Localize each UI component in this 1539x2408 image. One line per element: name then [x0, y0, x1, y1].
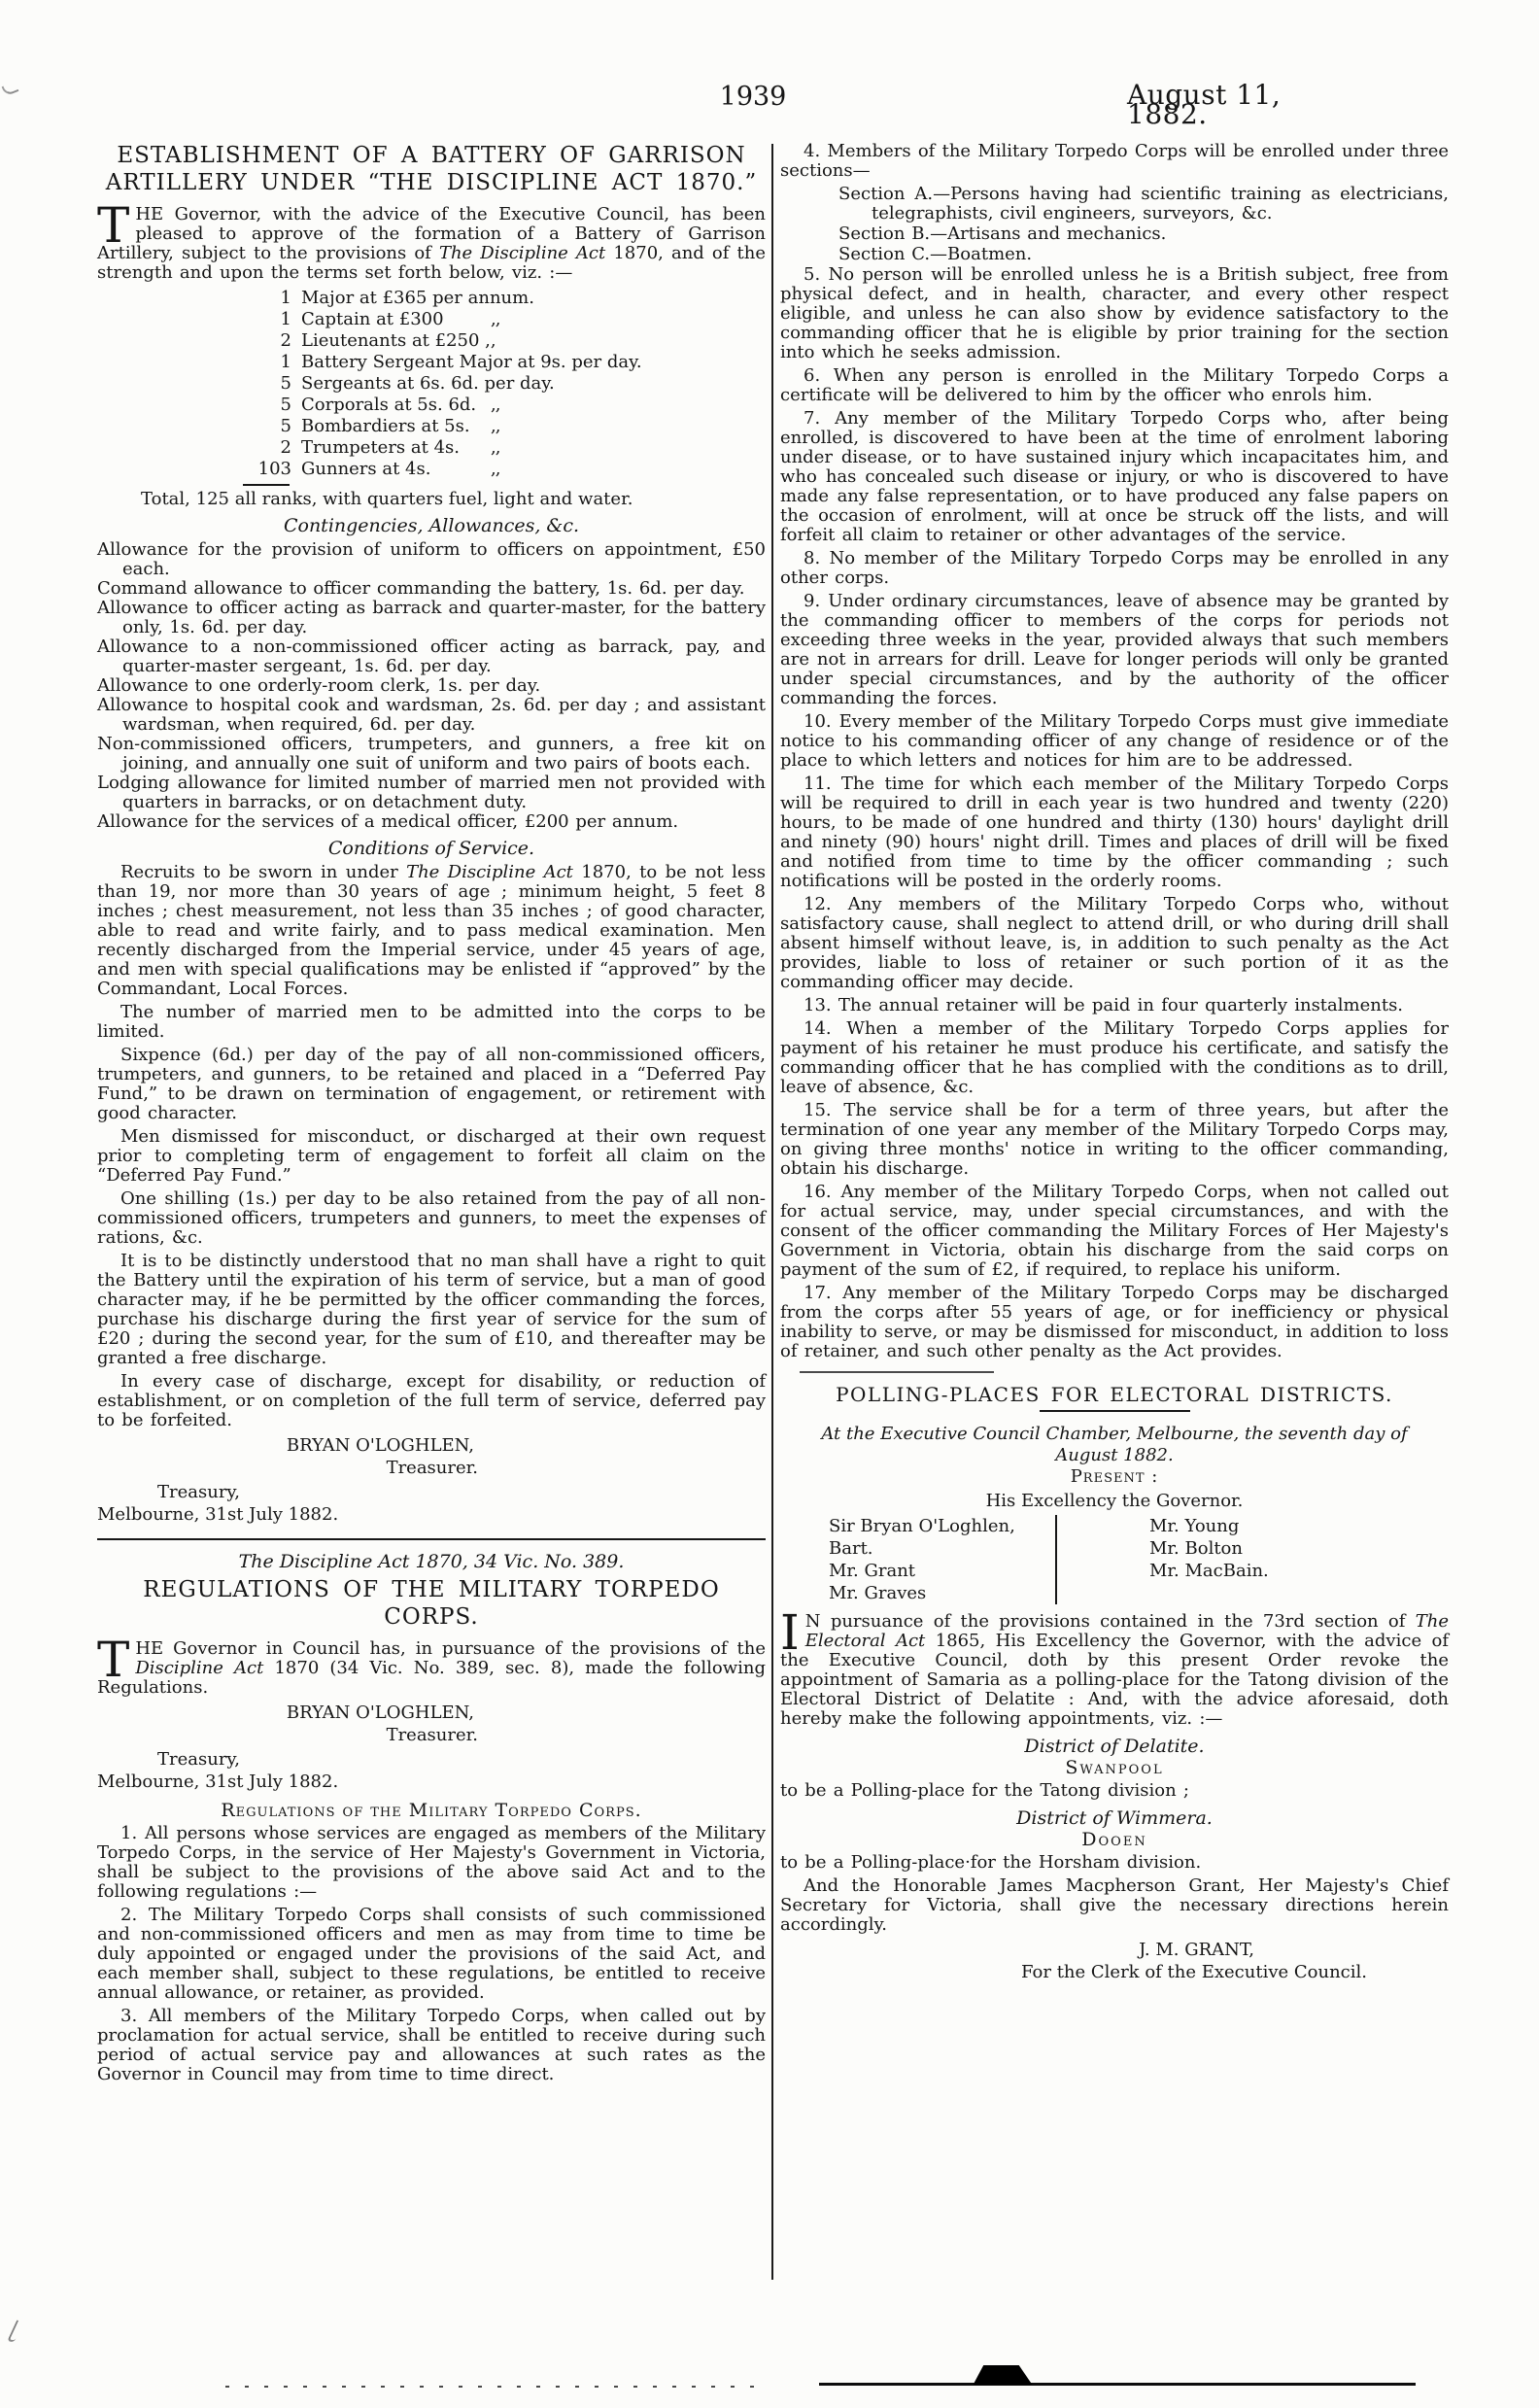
establishment-row	[243, 416, 766, 437]
attendee: Sir Bryan O'Loghlen, Bart.	[829, 1516, 1015, 1559]
act-name-italic: Discipline Act	[135, 1658, 264, 1678]
regulation-paragraph: 15. The service shall be for a term of three years, but after the termination of one year any member of the Military Torpedo Corps may, on giving three months' notice in writing to the officer commanding, obtain his discharge.	[780, 1100, 1449, 1179]
stray-ink-mark	[1, 82, 18, 97]
right-column	[780, 142, 1449, 1985]
bottom-broken-rule	[225, 2386, 755, 2388]
regulation-paragraph: 6. When any person is enrolled in the Military Torpedo Corps a certificate will be delivered to him by the officer who enrols him.	[780, 365, 1449, 405]
ditto-mark: ,,	[491, 416, 500, 436]
stray-ink-mark	[7, 2321, 24, 2343]
dateline-office: Treasury,	[157, 1482, 240, 1502]
regulation-paragraph: 1. All persons whose services are engaged as members of the Military Torpedo Corps, in the service of Her Majesty's Government in Victoria, shall be subject to the provisions of the above said Act and to the following regulations :—	[97, 1823, 766, 1902]
body-paragraph: In every case of discharge, except for disability, or reduction of establishment, or on completion of the full term of service, deferred pay to be forfeited.	[97, 1371, 766, 1430]
drop-cap: I	[780, 1604, 800, 1661]
act-name-italic: The Discipline Act	[238, 1551, 410, 1572]
allowance-item: Lodging allowance for limited number of married men not provided with quarters in barracks, or on detachment duty.	[97, 773, 766, 812]
page-number: 1939	[719, 82, 787, 112]
session-line: At the Executive Council Chamber, Melbourne, the seventh day of	[821, 1424, 1408, 1444]
regulation-paragraph: 3. All members of the Military Torpedo Corps, when called out by proclamation for actual service, shall be entitled to receive during such period of actual service pay and allowances at such rates as the Governor in Council may from time to time direct.	[97, 2006, 766, 2084]
ditto-mark: ,,	[491, 395, 500, 415]
torpedo-article-title	[97, 1576, 766, 1631]
paragraph-text: Recruits to be sworn in under	[120, 862, 407, 882]
ditto-mark: ,,	[491, 459, 500, 479]
governor-line: His Excellency the Governor.	[985, 1491, 1244, 1511]
page-date: August 11, 1882.	[1127, 79, 1282, 130]
rank-count: 1	[280, 352, 291, 372]
rank-label: Sergeants at 6s. 6d. per day.	[301, 373, 555, 394]
section-item: Section C.—Boatmen.	[838, 244, 1033, 264]
attendee: Mr. Grant	[829, 1561, 916, 1581]
attendee: Mr. MacBain.	[1149, 1561, 1269, 1581]
establishment-row	[243, 437, 766, 459]
left-column	[97, 142, 766, 2088]
contingencies-heading: Contingencies, Allowances, &c.	[283, 515, 580, 536]
rank-count: 5	[280, 416, 291, 436]
act-name-italic: The Electoral Act	[804, 1611, 1449, 1651]
rank-label: Captain at £300	[301, 309, 444, 329]
attendee: Mr. Young	[1149, 1516, 1240, 1536]
paragraph-text: 1865, His Excellency the Governor, with the advice of the Executive Council, doth by this present Order revoke the appointment of Samaria as a polling-place for the Tatong division of the Electoral District of Delatite : And, with the advice aforesaid, doth hereby make the following appointments, viz. :—	[780, 1631, 1449, 1729]
title-line: CORPS.	[384, 1604, 479, 1630]
allowance-item: Allowance for the provision of uniform to officers on appointment, £50 each.	[97, 539, 766, 579]
rank-label: Major at £365 per annum.	[301, 288, 534, 308]
title-line: REGULATIONS OF THE MILITARY TORPEDO	[143, 1577, 720, 1602]
regulation-paragraph: 14. When a member of the Military Torpedo Corps applies for payment of his retainer he must produce his certificate, and satisfy the commanding officer that he has complied with the conditions as to drill, leave of absence, &c.	[780, 1018, 1449, 1097]
title-line: ESTABLISHMENT OF A BATTERY OF GARRISON	[117, 143, 746, 168]
establishment-row	[243, 330, 766, 352]
regulation-paragraph: 10. Every member of the Military Torpedo Corps must give immediate notice to his commanding officer of any change of residence or of the place to which letters and notices for him are to be addressed.	[780, 711, 1449, 771]
attendee: Mr. Graves	[829, 1583, 927, 1603]
paragraph-text: 1870, to be not less than 19, nor more than 30 years of age ; minimum height, 5 feet 8 inches ; chest measurement, not less than 35 inches ; of good character, able to read and write fairly, and to pass medical examination. Men recently discharged from the Imperial service, under 45 years of age, and men with special qualifications may be enlisted if “approved” by the Commandant, Local Forces.	[97, 862, 766, 999]
polling-place-line: to be a Polling-place for the Tatong division ;	[780, 1780, 1189, 1801]
dateline	[97, 1748, 766, 1793]
allowance-item: Allowance to one orderly-room clerk, 1s. per day.	[97, 675, 541, 696]
section-item: Section B.—Artisans and mechanics.	[838, 224, 1167, 244]
paragraph-text: N pursuance of the provisions contained in the 73rd section of	[804, 1611, 1416, 1632]
bottom-rule	[819, 2383, 1416, 2386]
body-paragraph: Sixpence (6d.) per day of the pay of all non-commissioned officers, trumpeters, and gunners, to be retained and placed in a “Deferred Pay Fund,” to be drawn on termination of engagement, or retirement with good character.	[97, 1045, 766, 1123]
district-heading: District of Wimmera.	[1016, 1807, 1213, 1829]
district-heading: District of Delatite.	[1024, 1736, 1205, 1757]
paragraph-text: 1870 (34 Vic. No. 389, sec. 8), made the following Regulations.	[97, 1658, 766, 1698]
polling-place-line: to be a Polling-place·for the Horsham division.	[780, 1852, 1202, 1873]
establishment-row	[243, 309, 766, 330]
rank-label: Corporals at 5s. 6d.	[301, 395, 477, 415]
regulation-paragraph: 5. No person will be enrolled unless he is a British subject, free from physical defect, and in health, character, and every other respect eligible, and unless he can also show by evidence satisfactory to the commanding officer that he is eligible by prior training for the section into which he seeks admission.	[780, 264, 1449, 362]
order-paragraph	[780, 1604, 1449, 1729]
ink-blob	[966, 2365, 1040, 2385]
signature-name: BRYAN O'LOGHLEN,	[286, 1703, 474, 1723]
drop-cap: T	[97, 197, 130, 254]
rank-count: 2	[280, 330, 291, 351]
attendance-table	[829, 1515, 1449, 1604]
regulations-subheading: Regulations of the Military Torpedo Corps.	[221, 1800, 642, 1821]
regulation-paragraph: 11. The time for which each member of the Military Torpedo Corps will be required to drill in each year is two hundred and twenty (220) hours, to be made of one hundred and thirty (130) hours' daylight drill and ninety (90) hours' night drill. Times and places of drill will be fixed and notified from time to time by the officer commanding ; such notifications will be posted in the orderly rooms.	[780, 774, 1449, 891]
establishment-row	[243, 288, 766, 309]
heading-rule	[1040, 1410, 1190, 1412]
rank-count: 1	[280, 288, 291, 308]
allowance-item: Allowance to officer acting as barrack and quarter-master, for the battery only, 1s. 6d. per day.	[97, 598, 766, 637]
polling-place-name: Swanpool	[1065, 1757, 1164, 1778]
regulation-paragraph: 9. Under ordinary circumstances, leave of absence may be granted by the commanding officer to members of the corps for periods not exceeding three weeks in the year, provided always that such members are not in arrears for drill. Leave for longer periods will only be granted under special circumstances, and by the authority of the officer commanding the forces.	[780, 591, 1449, 708]
establishment-table	[243, 288, 766, 480]
battery-article-title	[97, 142, 766, 196]
title-line: ARTILLERY UNDER “THE DISCIPLINE ACT 1870.”	[105, 170, 758, 195]
polling-place-name: Dooen	[1081, 1829, 1147, 1850]
dateline	[97, 1481, 766, 1526]
act-name-italic: The Discipline Act	[438, 243, 606, 263]
rank-count: 5	[280, 373, 291, 394]
total-line: Total, 125 all ranks, with quarters fuel, light and water.	[141, 489, 633, 509]
establishment-row	[243, 459, 766, 480]
paragraph-text: HE Governor in Council has, in pursuance of the provisions of the	[135, 1638, 766, 1659]
polling-places-heading: POLLING-PLACES FOR ELECTORAL DISTRICTS.	[836, 1383, 1393, 1406]
body-paragraph	[97, 863, 766, 999]
regulation-paragraph: 16. Any member of the Military Torpedo Corps, when not called out for actual service, may, under special circumstances, and with the consent of the officer commanding the Military Forces of Her Majesty's Government in Victoria, obtain his discharge from the said corps on payment of the sum of £2, if required, to replace his uniform.	[780, 1182, 1449, 1280]
signature-block	[780, 1939, 1449, 1983]
conditions-heading: Conditions of Service.	[327, 838, 535, 859]
regulation-paragraph: 8. No member of the Military Torpedo Corps may be enrolled in any other corps.	[780, 548, 1449, 588]
column-divider	[771, 144, 773, 2280]
signature-for-line: For the Clerk of the Executive Council.	[1021, 1962, 1367, 1982]
regulation-paragraph: 7. Any member of the Military Torpedo Corps who, after being enrolled, is discovered to have been at the time of enrolment laboring under disease, or to have sustained injury which incapacitates him, and who has concealed such disease or injury, or who is discovered to have made any false representation, or to have produced any false papers on the occasion of enrolment, will at once be struck off the lists, and will forfeit all claim to retainer or other advantages of the service.	[780, 408, 1449, 545]
ditto-mark: ,,	[491, 309, 500, 329]
rank-label: Battery Sergeant Major at 9s. per day.	[301, 352, 642, 372]
establishment-row	[243, 373, 766, 395]
allowance-item: Command allowance to officer commanding the battery, 1s. 6d. per day.	[97, 578, 745, 599]
allowance-item: Allowance for the services of a medical officer, £200 per annum.	[97, 811, 679, 832]
attendance-column-right	[1057, 1515, 1269, 1604]
signature-block	[97, 1434, 766, 1479]
sum-rule	[243, 484, 290, 486]
rank-count: 1	[280, 309, 291, 329]
dateline-place: Melbourne, 31st July 1882.	[97, 1504, 339, 1525]
body-paragraph: The number of married men to be admitted into the corps to be limited.	[97, 1002, 766, 1042]
rank-label: Trumpeters at 4s.	[301, 437, 460, 458]
rank-label: Lieutenants at £250 ,,	[301, 330, 496, 351]
act-reference-number: 1870, 34 Vic. No. 389.	[409, 1551, 625, 1572]
body-paragraph: It is to be distinctly understood that no man shall have a right to quit the Battery until the expiration of his term of service, but a man of good character may, if he be permitted by the officer commanding the forces, purchase his discharge during the first year of service for the sum of £20 ; during the second year, for the sum of £10, and thereafter may be granted a free discharge.	[97, 1251, 766, 1368]
paragraph-text: HE Governor, with the advice of the Executive Council, has been pleased to approve of the formation of a Battery of Garrison Artillery, subject to the provisions of	[97, 204, 766, 263]
rank-count: 5	[280, 395, 291, 415]
signature-block	[97, 1702, 766, 1746]
present-label: Present :	[1070, 1466, 1159, 1487]
dateline-place: Melbourne, 31st July 1882.	[97, 1772, 339, 1792]
body-paragraph: Men dismissed for misconduct, or discharged at their own request prior to completing term of engagement to forfeit all claim on the “Deferred Pay Fund.”	[97, 1126, 766, 1186]
paragraph-text: 1870, and of the strength and upon the terms set forth below, viz. :—	[97, 243, 766, 283]
section-rule	[97, 1538, 766, 1540]
allowance-item: Allowance to a non-commissioned officer acting as barrack, pay, and quarter-master sergeant, 1s. 6d. per day.	[97, 636, 766, 676]
signature-role: Treasurer.	[386, 1725, 478, 1745]
torpedo-intro-paragraph	[97, 1632, 766, 1698]
opening-paragraph	[97, 197, 766, 283]
regulation-paragraph: 2. The Military Torpedo Corps shall consists of such commissioned and non-commissioned officers and men as may from time to time be duly appointed or engaged under the provisions of the said Act, and each member shall, subject to these regulations, be entitled to receive annual allowance, or retainer, as provided.	[97, 1905, 766, 2003]
rank-label: Bombardiers at 5s.	[301, 416, 470, 436]
section-rule	[800, 1371, 994, 1373]
establishment-row	[243, 395, 766, 416]
regulation-paragraph: 13. The annual retainer will be paid in four quarterly instalments.	[804, 995, 1404, 1015]
rank-count: 103	[257, 459, 291, 479]
regulation-paragraph: 12. Any members of the Military Torpedo Corps who, without satisfactory cause, shall neglect to attend drill, or who during drill shall absent himself without leave, is, in addition to such penalty as the Act provides, liable to loss of retainer or such portion of it as the commanding officer may decide.	[780, 894, 1449, 992]
signature-name: BRYAN O'LOGHLEN,	[286, 1435, 474, 1456]
signature-name: J. M. GRANT,	[1139, 1940, 1254, 1960]
regulation-paragraph: 4. Members of the Military Torpedo Corps will be enrolled under three sections—	[780, 141, 1449, 181]
act-reference	[97, 1552, 766, 1571]
allowance-item: Allowance to hospital cook and wardsman, 2s. 6d. per day ; and assistant wardsman, when required, 6d. per day.	[97, 695, 766, 735]
attendee: Mr. Bolton	[1149, 1538, 1243, 1559]
rank-label: Gunners at 4s.	[301, 459, 431, 479]
regulation-paragraph: 17. Any member of the Military Torpedo Corps may be discharged from the corps after 55 years of age, or for inefficiency or physical inability to serve, or may be dismissed for misconduct, in addition to loss of retainer, and such other penalty as the Act provides.	[780, 1283, 1449, 1361]
dateline-office: Treasury,	[157, 1749, 240, 1770]
attendance-column-left	[829, 1515, 1057, 1604]
body-paragraph: One shilling (1s.) per day to be also retained from the pay of all non-commissioned officers, trumpeters and gunners, to meet the expenses of rations, &c.	[97, 1188, 766, 1248]
section-item: Section A.—Persons having had scientific training as electricians, telegraphists, civil engineers, surveyors, &c.	[838, 184, 1449, 224]
session-line: August 1882.	[1055, 1445, 1174, 1465]
allowance-item: Non-commissioned officers, trumpeters, and gunners, a free kit on joining, and annually one suit of uniform and two pairs of boots each.	[97, 734, 766, 774]
act-name-italic: The Discipline Act	[406, 862, 573, 882]
ditto-mark: ,,	[491, 437, 500, 458]
signature-role: Treasurer.	[386, 1458, 478, 1478]
direction-paragraph: And the Honorable James Macpherson Grant, Her Majesty's Chief Secretary for Victoria, shall give the necessary directions herein accordingly.	[780, 1875, 1449, 1935]
drop-cap: T	[97, 1632, 130, 1688]
establishment-row	[243, 352, 766, 373]
rank-count: 2	[280, 437, 291, 458]
